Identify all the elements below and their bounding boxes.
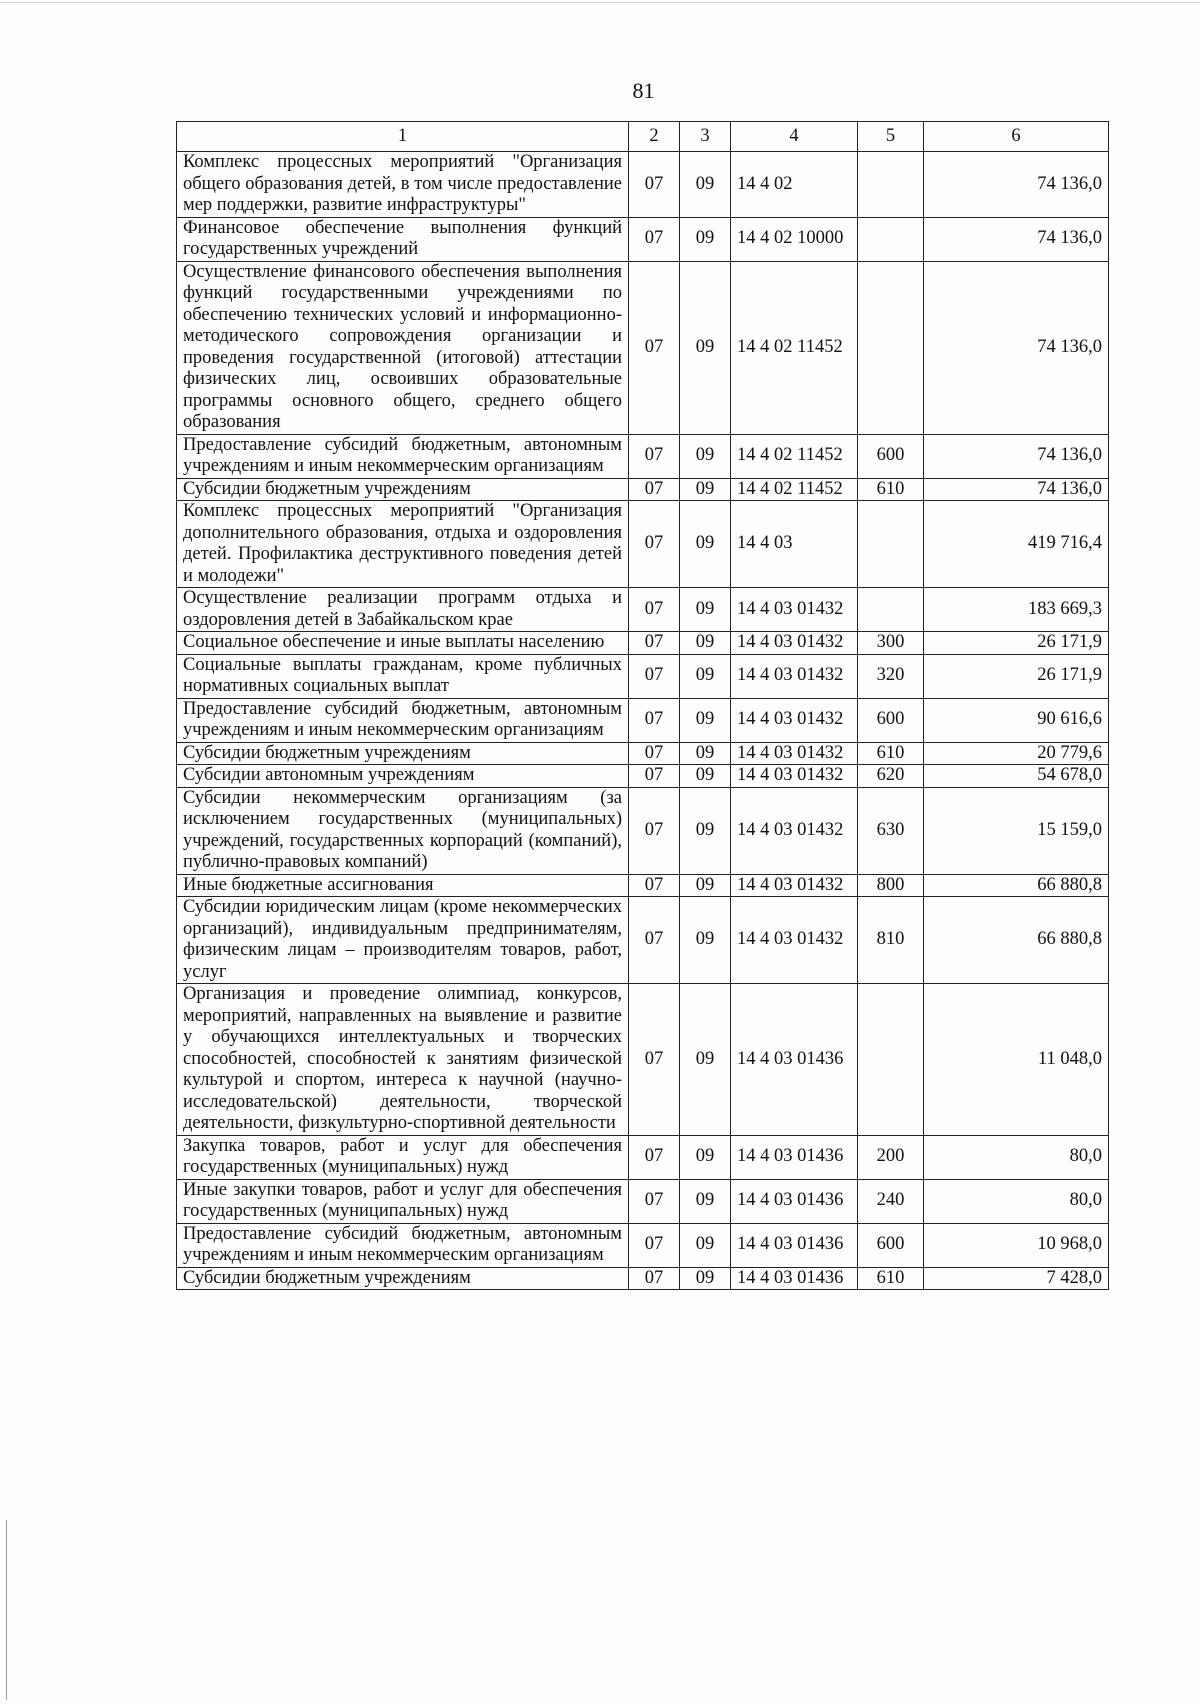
table-row — [177, 984, 1109, 1136]
row-subsection: 09 — [680, 698, 731, 742]
row-section: 07 — [629, 787, 680, 874]
row-expense-type: 620 — [858, 765, 924, 788]
row-amount: 74 136,0 — [924, 217, 1109, 261]
row-name: Социальное обеспечение и иные выплаты населению — [177, 632, 629, 655]
row-name: Организация и проведение олимпиад, конкурсов, мероприятий, направленных на выявление и развитие у обучающихся интеллектуальных и творческих способностей, способностей к занятиям физической культурой и спортом, интереса к научной (научно-исследовательской) деятельности, творческой деятельности, физкультурно-спортивной деятельности — [177, 984, 629, 1136]
row-name: Иные закупки товаров, работ и услуг для обеспечения государственных (муниципальных) нужд — [177, 1179, 629, 1223]
row-expense-type: 600 — [858, 698, 924, 742]
row-subsection: 09 — [680, 1267, 731, 1290]
row-target-article: 14 4 03 01432 — [731, 765, 858, 788]
row-section: 07 — [629, 152, 680, 218]
row-expense-type — [858, 984, 924, 1136]
table-row — [177, 632, 1109, 655]
row-expense-type — [858, 501, 924, 588]
row-section: 07 — [629, 217, 680, 261]
row-expense-type: 300 — [858, 632, 924, 655]
row-subsection: 09 — [680, 1135, 731, 1179]
row-name: Субсидии бюджетным учреждениям — [177, 478, 629, 501]
table-row — [177, 1223, 1109, 1267]
table-row — [177, 654, 1109, 698]
row-subsection: 09 — [680, 765, 731, 788]
row-subsection: 09 — [680, 787, 731, 874]
row-target-article: 14 4 03 01432 — [731, 897, 858, 984]
row-name: Социальные выплаты гражданам, кроме публичных нормативных социальных выплат — [177, 654, 629, 698]
header-col-6: 6 — [924, 122, 1109, 152]
page-number: 81 — [632, 78, 655, 103]
row-expense-type: 240 — [858, 1179, 924, 1223]
row-amount: 74 136,0 — [924, 478, 1109, 501]
row-expense-type: 800 — [858, 874, 924, 897]
row-subsection: 09 — [680, 501, 731, 588]
row-name: Финансовое обеспечение выполнения функций государственных учреждений — [177, 217, 629, 261]
row-name: Осуществление реализации программ отдыха и оздоровления детей в Забайкальском крае — [177, 588, 629, 632]
row-subsection: 09 — [680, 588, 731, 632]
row-amount: 7 428,0 — [924, 1267, 1109, 1290]
row-name: Субсидии бюджетным учреждениям — [177, 742, 629, 765]
row-amount: 26 171,9 — [924, 654, 1109, 698]
row-amount: 80,0 — [924, 1179, 1109, 1223]
row-target-article: 14 4 03 01436 — [731, 984, 858, 1136]
row-amount: 80,0 — [924, 1135, 1109, 1179]
header-row — [177, 122, 1109, 152]
row-subsection: 09 — [680, 434, 731, 478]
row-amount: 15 159,0 — [924, 787, 1109, 874]
row-target-article: 14 4 02 10000 — [731, 217, 858, 261]
row-name: Комплекс процессных мероприятий "Организация общего образования детей, в том числе предоставление мер поддержки, развитие инфраструктуры" — [177, 152, 629, 218]
row-section: 07 — [629, 434, 680, 478]
row-section: 07 — [629, 1223, 680, 1267]
row-target-article: 14 4 03 01432 — [731, 588, 858, 632]
row-expense-type: 610 — [858, 1267, 924, 1290]
table-row — [177, 478, 1109, 501]
header-col-2: 2 — [629, 122, 680, 152]
row-expense-type: 610 — [858, 478, 924, 501]
row-target-article: 14 4 02 11452 — [731, 478, 858, 501]
row-amount: 66 880,8 — [924, 897, 1109, 984]
row-target-article: 14 4 03 — [731, 501, 858, 588]
row-name: Иные бюджетные ассигнования — [177, 874, 629, 897]
row-subsection: 09 — [680, 742, 731, 765]
table-row — [177, 787, 1109, 874]
row-subsection: 09 — [680, 261, 731, 434]
row-target-article: 14 4 03 01432 — [731, 698, 858, 742]
row-subsection: 09 — [680, 1223, 731, 1267]
row-section: 07 — [629, 984, 680, 1136]
row-name: Предоставление субсидий бюджетным, автономным учреждениям и иным некоммерческим организациям — [177, 698, 629, 742]
row-amount: 11 048,0 — [924, 984, 1109, 1136]
row-amount: 419 716,4 — [924, 501, 1109, 588]
row-subsection: 09 — [680, 152, 731, 218]
row-subsection: 09 — [680, 478, 731, 501]
row-target-article: 14 4 03 01432 — [731, 874, 858, 897]
row-target-article: 14 4 03 01432 — [731, 654, 858, 698]
row-name: Предоставление субсидий бюджетным, автономным учреждениям и иным некоммерческим организациям — [177, 1223, 629, 1267]
row-section: 07 — [629, 874, 680, 897]
table-row — [177, 874, 1109, 897]
row-section: 07 — [629, 654, 680, 698]
row-section: 07 — [629, 742, 680, 765]
row-name: Комплекс процессных мероприятий "Организация дополнительного образования, отдыха и оздоровления детей. Профилактика деструктивного поведения детей и молодежи" — [177, 501, 629, 588]
row-amount: 74 136,0 — [924, 434, 1109, 478]
table-row — [177, 588, 1109, 632]
row-name: Осуществление финансового обеспечения выполнения функций государственными учреждениями по обеспечению технических условий и информационно-методического сопровождения организации и проведения государственной (итоговой) аттестации физических лиц, освоивших образовательные программы основного общего, среднего общего образования — [177, 261, 629, 434]
row-amount: 26 171,9 — [924, 632, 1109, 655]
row-name: Закупка товаров, работ и услуг для обеспечения государственных (муниципальных) нужд — [177, 1135, 629, 1179]
header-col-3: 3 — [680, 122, 731, 152]
row-section: 07 — [629, 261, 680, 434]
row-section: 07 — [629, 632, 680, 655]
row-target-article: 14 4 02 11452 — [731, 434, 858, 478]
row-expense-type — [858, 588, 924, 632]
table-row — [177, 1179, 1109, 1223]
table-row — [177, 765, 1109, 788]
header-col-1: 1 — [177, 122, 629, 152]
table-row — [177, 1135, 1109, 1179]
row-amount: 183 669,3 — [924, 588, 1109, 632]
row-expense-type: 600 — [858, 1223, 924, 1267]
row-subsection: 09 — [680, 984, 731, 1136]
row-name: Субсидии юридическим лицам (кроме некоммерческих организаций), индивидуальным предпринимателям, физическим лицам – производителям товаров, работ, услуг — [177, 897, 629, 984]
row-target-article: 14 4 03 01432 — [731, 632, 858, 655]
row-expense-type: 630 — [858, 787, 924, 874]
row-section: 07 — [629, 1135, 680, 1179]
row-target-article: 14 4 03 01436 — [731, 1179, 858, 1223]
row-amount: 90 616,6 — [924, 698, 1109, 742]
row-expense-type: 610 — [858, 742, 924, 765]
row-section: 07 — [629, 501, 680, 588]
row-target-article: 14 4 02 — [731, 152, 858, 218]
header-col-4: 4 — [731, 122, 858, 152]
row-target-article: 14 4 03 01436 — [731, 1135, 858, 1179]
row-amount: 10 968,0 — [924, 1223, 1109, 1267]
row-expense-type: 320 — [858, 654, 924, 698]
row-expense-type: 200 — [858, 1135, 924, 1179]
row-expense-type: 810 — [858, 897, 924, 984]
table-row — [177, 261, 1109, 434]
row-name: Субсидии автономным учреждениям — [177, 765, 629, 788]
table-header — [177, 122, 1109, 152]
row-target-article: 14 4 03 01432 — [731, 787, 858, 874]
row-section: 07 — [629, 1179, 680, 1223]
row-target-article: 14 4 03 01436 — [731, 1267, 858, 1290]
row-target-article: 14 4 02 11452 — [731, 261, 858, 434]
row-name: Предоставление субсидий бюджетным, автономным учреждениям и иным некоммерческим организациям — [177, 434, 629, 478]
table-row — [177, 501, 1109, 588]
row-subsection: 09 — [680, 632, 731, 655]
row-subsection: 09 — [680, 217, 731, 261]
row-name: Субсидии некоммерческим организациям (за исключением государственных (муниципальных) учреждений, государственных корпораций (компаний), публично-правовых компаний) — [177, 787, 629, 874]
budget-table — [176, 121, 1109, 1290]
table-body — [177, 152, 1109, 1290]
table-row — [177, 217, 1109, 261]
row-expense-type: 600 — [858, 434, 924, 478]
row-section: 07 — [629, 588, 680, 632]
row-amount: 74 136,0 — [924, 261, 1109, 434]
row-amount: 20 779,6 — [924, 742, 1109, 765]
row-section: 07 — [629, 478, 680, 501]
row-section: 07 — [629, 698, 680, 742]
row-subsection: 09 — [680, 654, 731, 698]
row-name: Субсидии бюджетным учреждениям — [177, 1267, 629, 1290]
row-section: 07 — [629, 897, 680, 984]
scan-margin-line — [6, 1520, 7, 1700]
table-row — [177, 434, 1109, 478]
header-col-5: 5 — [858, 122, 924, 152]
row-section: 07 — [629, 765, 680, 788]
row-subsection: 09 — [680, 897, 731, 984]
scan-top-edge — [0, 2, 1200, 3]
row-target-article: 14 4 03 01436 — [731, 1223, 858, 1267]
row-subsection: 09 — [680, 1179, 731, 1223]
row-expense-type — [858, 217, 924, 261]
row-amount: 66 880,8 — [924, 874, 1109, 897]
table-row — [177, 742, 1109, 765]
row-expense-type — [858, 261, 924, 434]
row-amount: 74 136,0 — [924, 152, 1109, 218]
table-row — [177, 698, 1109, 742]
row-expense-type — [858, 152, 924, 218]
row-target-article: 14 4 03 01432 — [731, 742, 858, 765]
table-row — [177, 1267, 1109, 1290]
row-section: 07 — [629, 1267, 680, 1290]
row-subsection: 09 — [680, 874, 731, 897]
table-row — [177, 897, 1109, 984]
table-row — [177, 152, 1109, 218]
row-amount: 54 678,0 — [924, 765, 1109, 788]
